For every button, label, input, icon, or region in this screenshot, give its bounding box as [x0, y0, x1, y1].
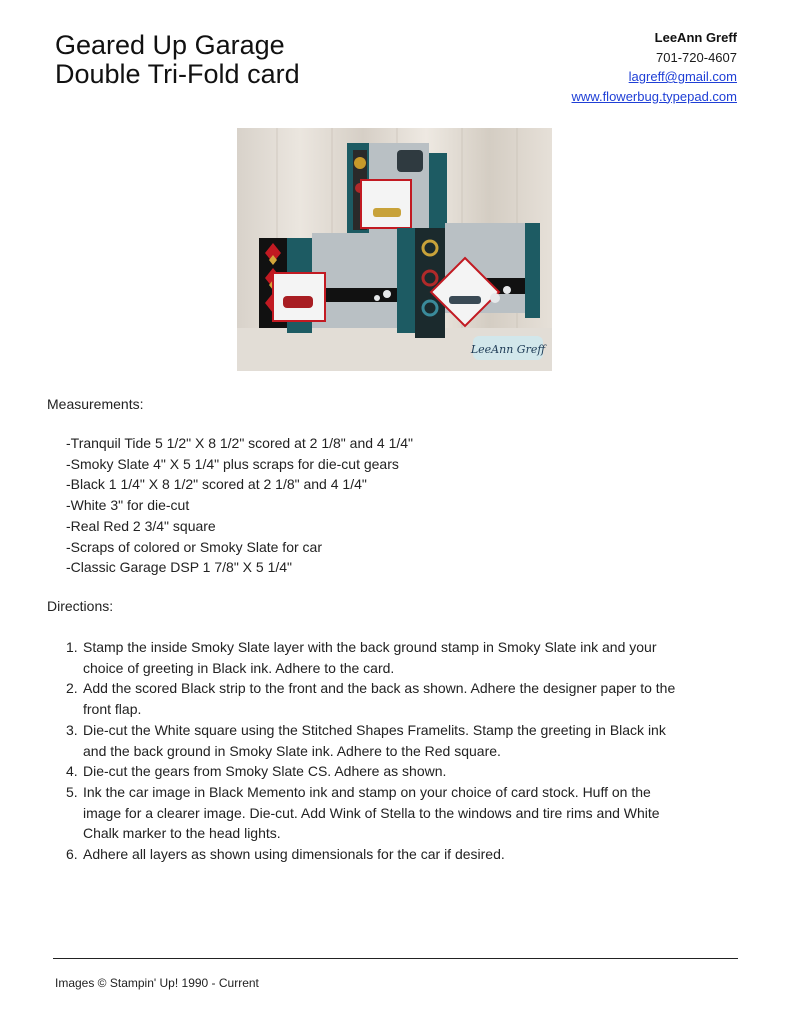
step-line: Die-cut the gears from Smoky Slate CS. Adhere as shown.: [83, 763, 447, 780]
directions-heading: Directions:: [47, 598, 114, 614]
step-line: choice of greeting in Black ink. Adhere to the card.: [83, 659, 395, 676]
step-line: image for a clearer image. Die-cut. Add Wink of Stella to the windows and tire rims and White: [83, 804, 660, 821]
step-line: Adhere all layers as shown using dimensionals for the car if desired.: [83, 846, 505, 863]
photo-signature: LeeAnn Greff: [470, 343, 546, 356]
step-line: and the back ground in Smoky Slate ink. Adhere to the Red square.: [83, 742, 501, 759]
title-line-2: Double Tri-Fold card: [55, 59, 300, 89]
step-line: Die-cut the White square using the Stitched Shapes Framelits. Stamp the greeting in Black ink: [83, 721, 666, 738]
measurements-list: [66, 433, 413, 578]
direction-step: [66, 844, 756, 865]
step-line: Ink the car image in Black Memento ink and stamp on your choice of card stock. Huff on the: [83, 783, 651, 800]
step-number: 4.: [66, 763, 78, 780]
step-line: Chalk marker to the head lights.: [83, 825, 281, 842]
measurement-item: -Tranquil Tide 5 1/2" X 8 1/2" scored at 2 1/8" and 4 1/4": [66, 435, 414, 451]
step-number: 1.: [66, 639, 78, 655]
contact-phone: 701-720-4607: [656, 49, 737, 65]
step-number: 2.: [66, 680, 78, 697]
measurement-item: -Black 1 1/4" X 8 1/2" scored at 2 1/8" and 4 1/4": [66, 476, 367, 493]
measurement-item: -White 3" for die-cut: [66, 497, 190, 514]
step-line: Stamp the inside Smoky Slate layer with the back ground stamp in Smoky Slate ink and your: [83, 639, 657, 655]
contact-block: [572, 28, 737, 106]
contact-email-link[interactable]: lagreff@gmail.com: [628, 69, 737, 84]
measurement-item: -Scraps of colored or Smoky Slate for car: [66, 538, 322, 555]
step-line: Add the scored Black strip to the front and the back as shown. Adhere the designer paper to the: [83, 680, 676, 697]
contact-website-link[interactable]: www.flowerbug.typepad.com: [571, 88, 737, 104]
direction-step: [66, 637, 756, 678]
card-photo-illustration: [237, 128, 552, 371]
document-title: [55, 31, 300, 89]
measurement-item: -Real Red 2 3/4" square: [66, 517, 216, 534]
measurement-item: -Smoky Slate 4" X 5 1/4" plus scraps for die-cut gears: [66, 455, 399, 472]
footer-divider: [53, 958, 738, 959]
direction-step: [66, 678, 756, 719]
step-line: front flap.: [83, 701, 142, 718]
directions-list: [66, 637, 756, 865]
step-number: 6.: [66, 846, 78, 863]
direction-step: [66, 720, 756, 761]
contact-name: LeeAnn Greff: [654, 30, 737, 45]
measurement-item: -Classic Garage DSP 1 7/8" X 5 1/4": [66, 559, 293, 576]
footer-copyright: Images © Stampin' Up! 1990 - Current: [55, 976, 259, 990]
direction-step: [66, 761, 756, 782]
title-line-1: Geared Up Garage: [55, 30, 285, 60]
step-number: 3.: [66, 721, 78, 738]
measurements-heading: Measurements:: [47, 396, 144, 412]
step-number: 5.: [66, 783, 78, 800]
card-photo: [237, 128, 552, 371]
direction-step: [66, 782, 756, 844]
